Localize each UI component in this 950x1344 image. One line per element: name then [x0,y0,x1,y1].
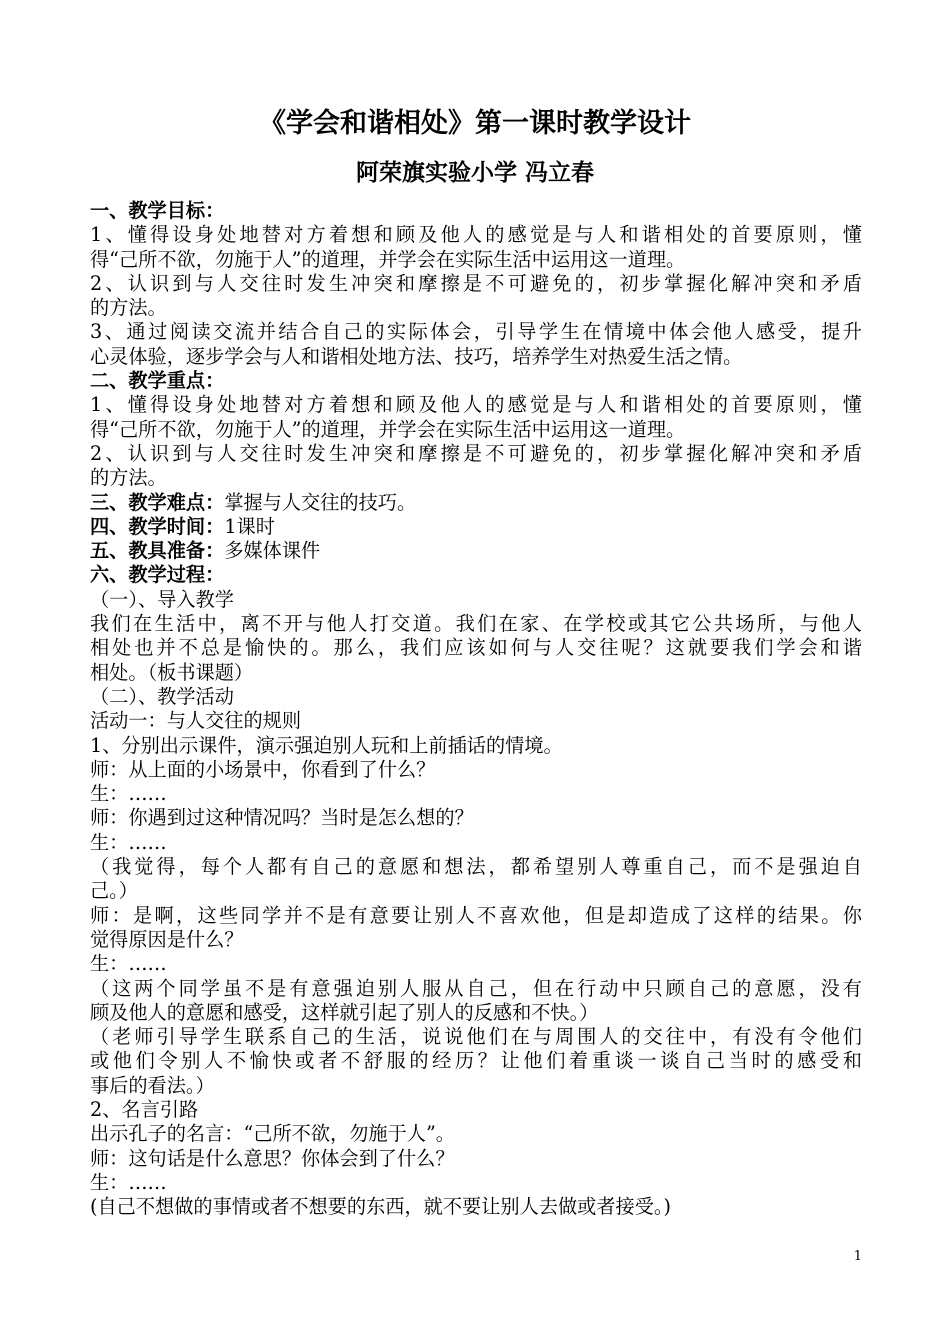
section-heading: 四、教学时间： [90,514,225,538]
line-text: 生：…… [90,830,167,854]
body-text-line [90,904,862,928]
section-heading-line [90,199,862,223]
line-text: （我觉得，每个人都有自己的意愿和想法，都希望别人尊重自己，而不是强迫自 [90,855,862,879]
document-title: 《学会和谐相处》第一课时教学设计 [259,108,691,139]
body-text-line [90,588,862,612]
line-text: 得“己所不欲，勿施于人”的道理，并学会在实际生活中运用这一道理。 [90,417,686,441]
section-heading: 一、教学目标： [90,199,225,222]
line-text: 的方法。 [90,296,167,320]
section-heading: 六、教学过程： [90,563,225,587]
page-number: 1 [853,1249,862,1264]
line-text: 事后的看法。） [90,1073,215,1097]
body-text-line [90,442,862,466]
section-heading-line [90,563,862,587]
body-text-line [90,928,862,952]
line-text: （一）、导入教学 [90,587,234,611]
line-text: 活动一：与人交往的规则 [90,709,302,733]
body-text-line [90,806,862,830]
section-heading-line [90,515,862,539]
line-text: 的方法。 [90,466,167,490]
line-text: 多媒体课件 [224,539,321,563]
line-text: 2、名言引路 [90,1097,199,1121]
line-text: 心灵体验，逐步学会与人和谐相处地方法、技巧，培养学生对热爱生活之情。 [90,344,743,368]
body-text-line [90,1147,862,1171]
line-text: 相处。（板书课题） [90,660,254,684]
line-text: (自己不想做的事情或者不想要的东西，就不要让别人去做或者接受。) [90,1195,671,1219]
section-heading-line [90,491,862,515]
body-text-line [90,393,862,417]
line-text: 我们在生活中，离不开与他人打交道。我们在家、在学校或其它公共场所，与他人 [90,612,862,636]
section-heading-line [90,369,862,393]
line-text: 己。） [90,879,138,903]
document-body [90,199,862,1219]
line-text: 顾及他人的意愿和感受，这样就引起了别人的反感和不快。） [90,1000,599,1024]
line-text: （这两个同学虽不是有意强迫别人服从自己，但在行动中只顾自己的意愿，没有 [90,976,862,1000]
body-text-line [90,1195,862,1219]
body-text-line [90,636,862,660]
body-text-line [90,661,862,685]
body-text-line [90,709,862,733]
body-text-line [90,734,862,758]
body-text-line [90,758,862,782]
body-text-line [90,685,862,709]
body-text-line [90,1074,862,1098]
line-text: 1、懂得设身处地替对方着想和顾及他人的感觉是与人和谐相处的首要原则，懂 [90,223,862,247]
line-text: 生：…… [90,952,167,976]
body-text-line [90,952,862,976]
line-text: 生：…… [90,1170,167,1194]
body-text-line [90,223,862,247]
body-text-line [90,248,862,272]
section-heading: 二、教学重点： [90,369,225,393]
body-text-line [90,345,862,369]
line-text: （老师引导学生联系自己的生活，说说他们在与周围人的交往中，有没有令他们 [90,1025,862,1049]
body-text-line [90,1001,862,1025]
body-text-line [90,1025,862,1049]
line-text: （二）、教学活动 [90,684,234,708]
body-text-line [90,977,862,1001]
line-text: 得“己所不欲，勿施于人”的道理，并学会在实际生活中运用这一道理。 [90,247,686,271]
line-text: 生：…… [90,782,167,806]
line-text: 觉得原因是什么？ [90,927,244,951]
body-text-line [90,272,862,296]
line-text: 相处也并不总是愉快的。那么，我们应该如何与人交往呢？这就要我们学会和谐 [90,636,862,660]
body-text-line [90,418,862,442]
line-text: 掌握与人交往的技巧。 [224,490,417,514]
body-text-line [90,879,862,903]
body-text-line [90,320,862,344]
line-text: 3、通过阅读交流并结合自己的实际体会，引导学生在情境中体会他人感受，提升 [90,320,862,344]
body-text-line [90,466,862,490]
section-heading: 五、教具准备： [90,539,225,563]
line-text: 或他们令别人不愉快或者不舒服的经历？让他们着重谈一谈自己当时的感受和 [90,1049,862,1073]
body-text-line [90,1171,862,1195]
body-text-line [90,296,862,320]
line-text: 师：这句话是什么意思？你体会到了什么？ [90,1146,455,1170]
body-text-line [90,1098,862,1122]
body-text-line [90,831,862,855]
line-text: 1、懂得设身处地替对方着想和顾及他人的感觉是与人和谐相处的首要原则，懂 [90,393,862,417]
body-text-line [90,612,862,636]
line-text: 1课时 [224,514,275,538]
line-text: 师：你遇到过这种情况吗？当时是怎么想的？ [90,806,474,830]
line-text: 2、认识到与人交往时发生冲突和摩擦是不可避免的，初步掌握化解冲突和矛盾 [90,441,862,465]
line-text: 出示孔子的名言：“己所不欲，勿施于人”。 [90,1122,455,1146]
line-text: 师：从上面的小场景中，你看到了什么？ [90,757,436,781]
line-text: 师：是啊，这些同学并不是有意要让别人不喜欢他，但是却造成了这样的结果。你 [90,903,862,927]
line-text: 1、分别出示课件，演示强迫别人玩和上前插话的情境。 [90,733,563,757]
document-author: 阿荣旗实验小学 冯立春 [355,159,594,186]
body-text-line [90,1122,862,1146]
body-text-line [90,855,862,879]
body-text-line [90,1049,862,1073]
section-heading: 三、教学难点： [90,490,225,514]
section-heading-line [90,539,862,563]
line-text: 2、认识到与人交往时发生冲突和摩擦是不可避免的，初步掌握化解冲突和矛盾 [90,271,862,295]
body-text-line [90,782,862,806]
